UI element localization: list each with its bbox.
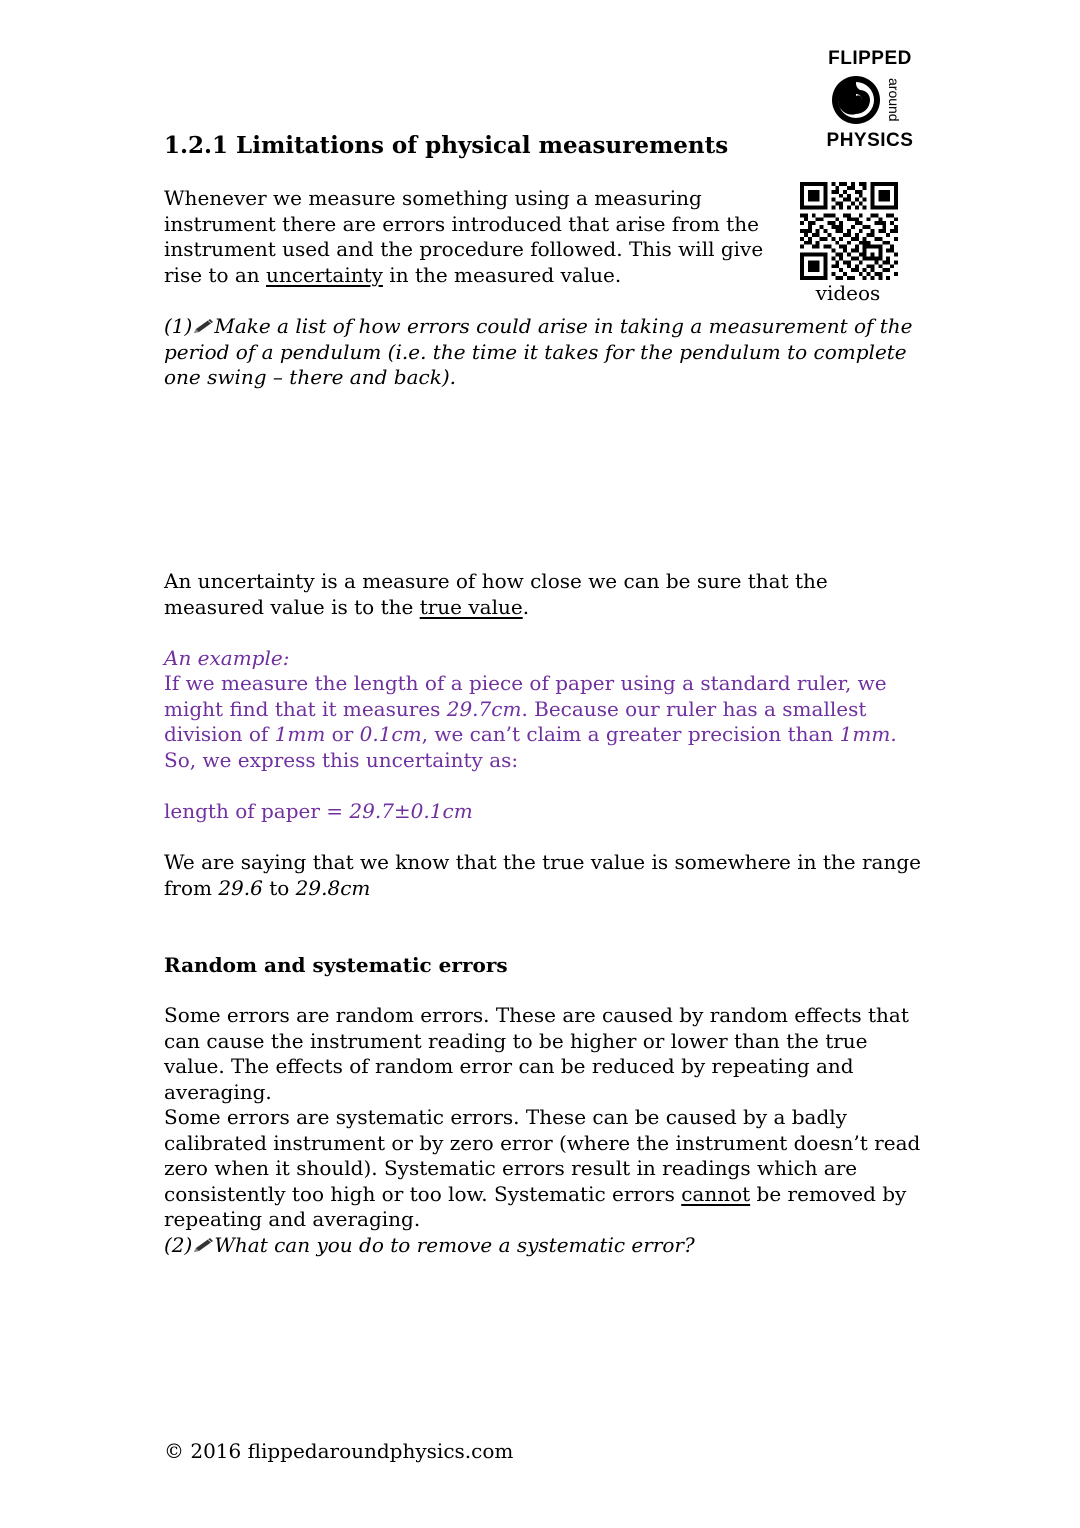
cannot-term: cannot — [681, 1181, 751, 1206]
equation-value: 29.7±0.1cm — [349, 799, 473, 823]
example-text-5: . So, we express this uncertainty as: — [164, 722, 897, 772]
example-heading: An example: — [164, 646, 290, 670]
intro-text: Whenever we measure something using a measuring instrument there are errors introduced that arise from the instrument used and the procedure followed. This will give rise to an — [164, 186, 764, 287]
range-lower: 29.6 — [218, 875, 263, 900]
page-title: 1.2.1 Limitations of physical measurements — [164, 132, 729, 159]
intro-paragraph — [164, 186, 788, 288]
true-value-term: true value — [419, 594, 523, 619]
systematic-text: Some errors are systematic errors. These can be caused by a badly calibrated instrument or by zero error (where the instrument doesn’t read zero when it should). Systematic errors result in readings which are consistently too high or too low. Systematic errors — [164, 1105, 921, 1206]
uncertainty-term: uncertainty — [266, 262, 383, 287]
logo-line-around: around — [886, 78, 902, 122]
qr-code-icon[interactable] — [800, 182, 898, 280]
footer-copyright: © 2016 flippedaroundphysics.com — [164, 1439, 514, 1463]
uncertainty-definition — [164, 569, 924, 620]
question-1-number: (1) — [164, 314, 193, 338]
section-heading: Random and systematic errors — [164, 953, 508, 977]
uncertainty-definition-text: An uncertainty is a measure of how close we can be sure that the measured value is to the — [164, 569, 828, 619]
qr-caption: videos — [815, 281, 881, 305]
example-text-1: If we measure the length of a piece of paper using a standard ruler, we might find that it measures — [164, 671, 887, 721]
pencil-icon — [192, 318, 214, 334]
question-1-text: Make a list of how errors could arise in taking a measurement of the period of a pendulum (i.e. the time it takes for the pendulum to complete one swing – there and back). — [164, 314, 913, 389]
example-text-3: or — [325, 722, 360, 746]
question-1 — [164, 314, 924, 391]
question-2-text: What can you do to remove a systematic error? — [214, 1233, 695, 1257]
example-text-2: . Because our ruler has a smallest division of — [164, 696, 867, 746]
example-equation — [164, 799, 473, 825]
range-upper: 29.8cm — [295, 875, 371, 900]
pencil-icon — [192, 1237, 214, 1253]
random-errors-paragraph: Some errors are random errors. These are caused by random effects that can cause the instrument reading to be higher or lower than the true value. The effects of random error can be reduced by repeating and averaging. — [164, 1003, 909, 1104]
equation-label: length of paper = — [164, 799, 350, 823]
systematic-text-end: be removed by repeating and averaging. — [164, 1181, 907, 1231]
example-value-29-7cm: 29.7cm — [446, 696, 522, 721]
flipped-around-physics-logo — [822, 48, 922, 156]
intro-text-end: in the measured value. — [382, 262, 622, 287]
logo-line-physics: PHYSICS — [826, 130, 914, 151]
systematic-errors-paragraph — [164, 1105, 924, 1233]
question-2-number: (2) — [164, 1233, 193, 1257]
range-text: We are saying that we know that the true value is somewhere in the range from — [164, 850, 921, 900]
example-value-1mm-2: 1mm — [839, 722, 891, 746]
example-paragraph — [164, 671, 924, 773]
example-value-1mm: 1mm — [274, 722, 326, 746]
example-value-0-1cm: 0.1cm — [359, 722, 422, 746]
uncertainty-definition-end: . — [522, 594, 530, 619]
range-paragraph — [164, 850, 924, 901]
example-text-4: , we can’t claim a greater precision than — [421, 722, 840, 746]
question-2 — [164, 1233, 924, 1259]
range-to: to — [262, 875, 296, 900]
swirl-icon — [830, 74, 882, 126]
logo-line-flipped: FLIPPED — [828, 48, 912, 69]
